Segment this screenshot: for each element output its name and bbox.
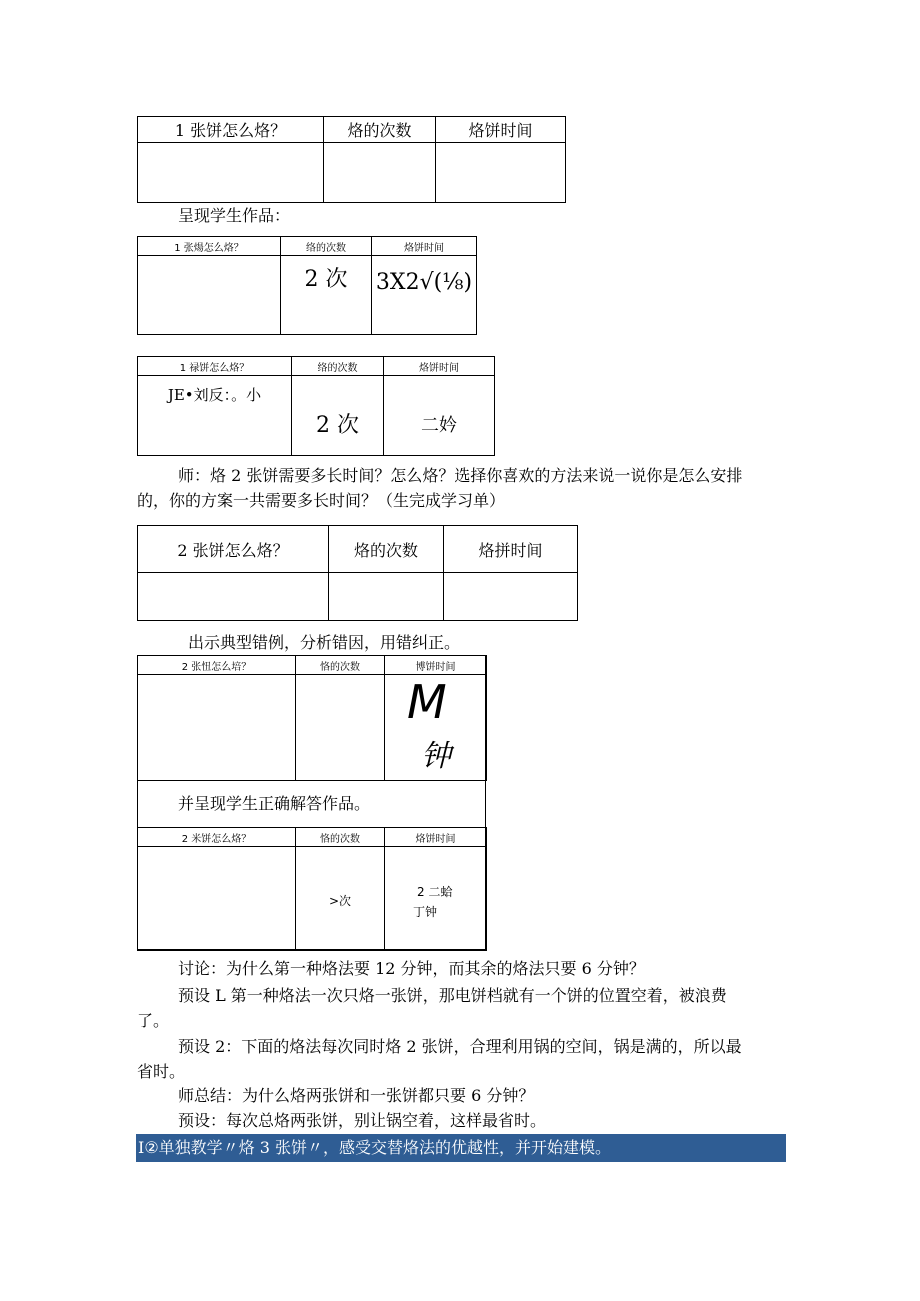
table-5-handwritten-zhong: 钟 (421, 739, 451, 774)
table-4-cell (444, 573, 578, 621)
discussion-line-5: 省时。 (137, 1062, 186, 1081)
paragraph-teacher-line-2: 的，你的方案一共需要多长时间？（生完成学习单） (137, 491, 506, 510)
table-2-cell-method (138, 256, 281, 335)
table-2-cell-time: 3X2√(⅛) (372, 256, 477, 335)
table-3-header-time: 烙饼时间 (384, 357, 495, 376)
table-5-error-example (137, 655, 487, 781)
table-4-cell (329, 573, 444, 621)
table-3-header-method: 1 禄饼怎么烙？ (138, 357, 292, 376)
caption-student-work: 呈现学生作品： (178, 206, 291, 225)
table-6-correct-work (137, 827, 487, 951)
table-2-header-time: 烙饼时间 (372, 237, 477, 256)
table-6-time-line-1: 2 二蛤 (417, 884, 453, 899)
table-5-header-times: 恪的次数 (296, 656, 385, 675)
table-2-student-work (137, 236, 477, 335)
table-6-header-time: 烙饼时间 (385, 828, 487, 847)
table-4-two-pancakes-blank (137, 525, 578, 621)
table-4-cell (138, 573, 329, 621)
table-1-header-method: 1 张饼怎么烙？ (138, 117, 324, 143)
table-3-cell-times: 2 次 (292, 376, 384, 456)
table-6-cell-method (138, 847, 296, 951)
table-1-cell (138, 143, 324, 203)
discussion-line-3: 了。 (137, 1011, 170, 1030)
caption-correct-work: 并呈现学生正确解答作品。 (178, 794, 371, 813)
table-2-cell-times: 2 次 (281, 256, 372, 335)
table-1-cell (436, 143, 566, 203)
table-4-header-method: 2 张饼怎么烙？ (138, 526, 329, 573)
table-1-pancake-blank (137, 116, 566, 203)
table-3-header-times: 络的次数 (292, 357, 384, 376)
table-3-student-work (137, 356, 495, 456)
table-5-header-time: 博饼时间 (385, 656, 487, 675)
discussion-line-7: 预设：每次总烙两张饼，别让锅空着，这样最省时。 (178, 1111, 547, 1130)
table-6-cell-time (385, 847, 487, 951)
discussion-line-1: 讨论：为什么第一种烙法要 12 分钟，而其余的烙法只要 6 分钟？ (178, 959, 645, 978)
discussion-line-2: 预设 L 第一种烙法一次只烙一张饼，那电饼档就有一个饼的位置空着，被浪费 (178, 986, 727, 1005)
table-5-header-method: 2 张忸怎么培？ (138, 656, 296, 675)
table-1-header-times: 烙的次数 (324, 117, 436, 143)
table-1-header-time: 烙饼时间 (436, 117, 566, 143)
table-3-cell-method: JE•刘反：。小 (138, 376, 292, 456)
table-6-cell-times: >次 (296, 847, 385, 951)
table-1-cell (324, 143, 436, 203)
table-5-cell-method (138, 675, 296, 781)
table-6-header-times: 恪的次数 (296, 828, 385, 847)
section-banner: I②单独教学〃烙 3 张饼〃，感受交替烙法的优越性，并开始建模。 (136, 1134, 786, 1162)
paragraph-teacher-line-1: 师：烙 2 张饼需要多长时间？怎么烙？选择你喜欢的方法来说一说你是怎么安排 (178, 466, 743, 485)
table-2-header-times: 络的次数 (281, 237, 372, 256)
discussion-line-4: 预设 2：下面的烙法每次同时烙 2 张饼，合理利用锅的空间，锅是满的，所以最 (178, 1037, 742, 1056)
table-5-cell-time (385, 675, 487, 781)
table-5-handwritten-m: M (407, 675, 447, 729)
table-6-header-method: 2 米饼怎么烙？ (138, 828, 296, 847)
table-5-cell-times (296, 675, 385, 781)
table-3-cell-time: 二妗 (384, 376, 495, 456)
discussion-line-6: 师总结：为什么烙两张饼和一张饼都只要 6 分钟？ (178, 1086, 535, 1105)
table-4-header-times: 烙的次数 (329, 526, 444, 573)
table-6-time-line-2: 丁钟 (413, 904, 438, 919)
table-2-header-method: 1 张煬怎么烙？ (138, 237, 281, 256)
table-4-header-time: 烙拼时间 (444, 526, 578, 573)
caption-typical-error: 出示典型错例，分析错因，用错纠正。 (188, 633, 461, 652)
